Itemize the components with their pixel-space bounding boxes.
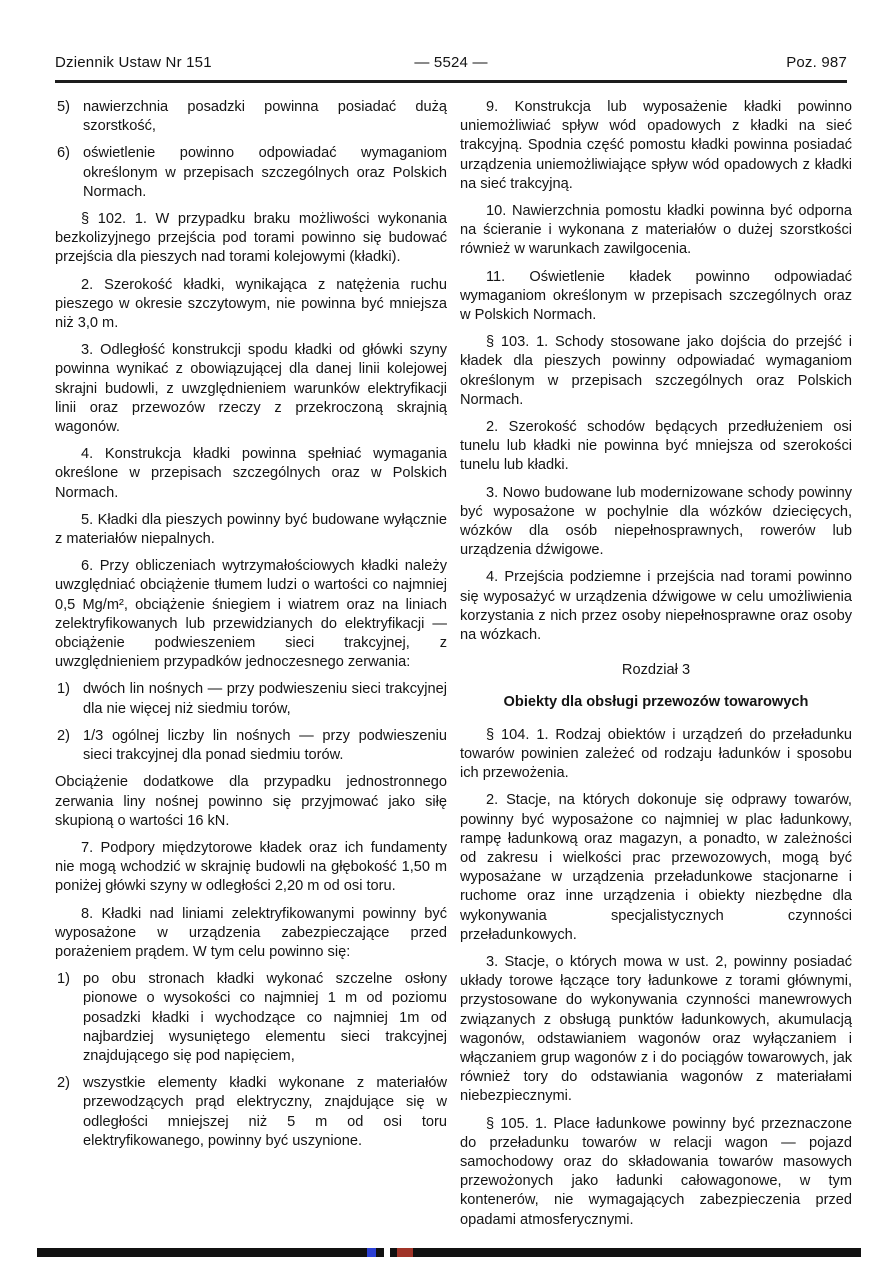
paragraph: 4. Konstrukcja kładki powinna spełniać wymagania określone w przepisach szczególnych oraz w Polskich Normach. (55, 446, 447, 501)
paragraph: 7. Podpory międzytorowe kładek oraz ich fundamenty nie mogą wchodzić w skrajnię budowli na głębokość 1,50 m poniżej główki szyny w odległości 2,20 m od osi toru. (55, 839, 447, 895)
chapter-heading: Rozdział 3 (621, 662, 691, 679)
journal-title: Dziennik Ustaw Nr 151 (55, 54, 212, 71)
left-column (55, 98, 447, 1238)
paragraph: 2. Stacje, na których dokonuje się odprawy towarów, powinny być wyposażone co najmniej w plac ładunkowy, rampę ładunkową oraz magazyn, a ponadto, w zależności od zakresu i wielkości prac przewozowych, mogą być wyposażane w urządzenia przeładunkowe stacjonarne i ruchome oraz inne urządzenia i obiekty niezbędne dla wykonywania specjalistycznych czynności przeładunkowych. (460, 792, 852, 943)
paragraph: 4. Przejścia podziemne i przejścia nad torami powinno się wyposażyć w urządzenia dźwigowe w celu umożliwienia korzystania z nich przez osoby niepełnosprawne oraz osoby na wózkach. (460, 569, 852, 644)
paragraph: § 103. 1. Schody stosowane jako dojścia do przejść i kładek dla pieszych powinny odpowiadać wymaganiom określonym w przepisach szczególnych oraz Polskich Normach. (460, 334, 852, 408)
page-number: — 5524 — (414, 54, 488, 71)
list-item (55, 1074, 447, 1151)
paragraph: 5. Kładki dla pieszych powinny być budowane wyłącznie z materiałów niepalnych. (55, 511, 447, 548)
paragraph: 3. Nowo budowane lub modernizowane schody powinny być wyposażone w pochylnie dla wózków dziecięcych, wózków dla osób niepełnosprawnych, rowerów lub urządzenia dźwigowe. (460, 484, 852, 559)
list-item-marker: 6) (57, 145, 70, 162)
list-item (55, 144, 447, 202)
scan-artifact-mark-red (397, 1248, 413, 1257)
list-item-text: 1/3 ogólnej liczby lin nośnych — przy podwieszeniu sieci trakcyjnej dla ponad siedmiu torów. (83, 727, 447, 764)
paragraph: 8. Kładki nad liniami zelektryfikowanymi powinny być wyposażone w urządzenia zabezpieczające przed porażeniem prądem. W tym celu powinno się: (55, 905, 447, 960)
paragraph: 11. Oświetlenie kładek powinno odpowiadać wymaganiom określonym w przepisach szczególnych oraz w Polskich Normach. (460, 268, 852, 324)
list-item (55, 98, 447, 136)
list-item-text: wszystkie elementy kładki wykonane z materiałów przewodzących prąd elektryczny, znajdujące się w odległości mniejszej niż 5 m od osi toru elektryfikowanego, powinny być uszynione. (83, 1075, 447, 1149)
page-header (55, 54, 847, 83)
paragraph: § 105. 1. Place ładunkowe powinny być przeznaczone do przeładunku towarów w relacji wagon — pojazd samochodowy oraz do składowania towarów masowych przewożonych jako ładunki całowagonowe, w tym kontenerów, nie wymagających zabezpieczenia przed opadami atmosferycznymi. (460, 1115, 852, 1228)
list-item-text: dwóch lin nośnych — przy podwieszeniu sieci trakcyjnej dla nie więcej niż siedmiu torów, (83, 681, 447, 717)
list-item-text: po obu stronach kładki wykonać szczelne osłony pionowe o wysokości co najmniej 1 m od poziomu posadzki kładki i wychodzące co najmniej 1m od najbardziej wysuniętego elementu sieci trakcyjnej znajdującego się pod napięciem, (83, 971, 447, 1064)
paragraph: 2. Szerokość kładki, wynikająca z natężenia ruchu pieszego w okresie szczytowym, nie powinna być mniejsza niż 3,0 m. (55, 276, 447, 332)
paragraph: 3. Stacje, o których mowa w ust. 2, powinny posiadać układy torowe łączące tory ładunkowe z torami głównymi, przystosowane do wykonywania czynności manewrowych związanych z obsługą punktów ładunkowych, akumulacją wagonów, odstawianiem wagonów oraz wyłączaniem i włączaniem grup wagonów z i do pociągów towarowych, jak również tory do odstawiania wagonów z materiałami niebezpiecznymi. (460, 953, 852, 1105)
list-item-marker: 1) (57, 681, 70, 698)
list-item (55, 727, 447, 765)
list-item-marker: 2) (57, 1075, 70, 1092)
list-item (55, 970, 447, 1066)
paragraph: 2. Szerokość schodów będących przedłużeniem osi tunelu lub kładki nie powinna być mniejsza od szerokości tunelu lub kładki. (460, 419, 852, 474)
list-item-marker: 1) (57, 971, 70, 988)
position-reference: Poz. 987 (786, 54, 847, 71)
paragraph: 9. Konstrukcja lub wyposażenie kładki powinno uniemożliwiać spływ wód opadowych z kładki na sieć trakcyjną. Spodnia część pomostu kładki powinna posiadać urządzenia uniemożliwiające spływ wód opadowych z kładki na sieć trakcyjną. (460, 99, 852, 192)
list-item (55, 680, 447, 718)
section-title: Obiekty dla obsługi przewozów towarowych (503, 694, 809, 711)
paragraph: § 104. 1. Rodzaj obiektów i urządzeń do przeładunku towarów powinien zależeć od rodzaju ładunków i sposobu ich przewożenia. (460, 726, 852, 782)
list-item-marker: 2) (57, 727, 70, 744)
right-column (460, 98, 852, 1238)
list-item-text: nawierzchnia posadzki powinna posiadać dużą szorstkość, (83, 99, 447, 135)
list-item-marker: 5) (57, 99, 70, 115)
paragraph: 10. Nawierzchnia pomostu kładki powinna być odporna na ścieranie i wykonana z materiałów o dużej szorstkości również w warunkach zawilgocenia. (460, 203, 852, 258)
list-item-text: oświetlenie powinno odpowiadać wymaganiom określonym w przepisach szczególnych oraz Polskich Normach. (83, 145, 447, 200)
paragraph: 3. Odległość konstrukcji spodu kładki od główki szyny powinna wynikać z obowiązującej dla danej linii kolejowej skrajni budowli, z uwzględnieniem warunków elektryfikacji linii oraz przewozów rzeczy z przekroczoną skrajnią wagonów. (55, 342, 447, 436)
two-column-body (55, 98, 852, 1238)
paragraph: Obciążenie dodatkowe dla przypadku jednostronnego zerwania liny nośnej powinno się przyjmować jako siłę skupioną o wartości 16 kN. (55, 774, 447, 829)
scan-artifact-mark-blue (367, 1248, 376, 1257)
paragraph: 6. Przy obliczeniach wytrzymałościowych kładki należy uwzględniać obciążenie tłumem ludzi o wartości co najmniej 0,5 Mg/m², obciążenie śniegiem i wiatrem oraz na liniach zelektryfikowanych lub przewidzianych do elektryfikacji — obciążenie podwieszeniem sieci trakcyjnej, z uwzględnieniem przypadków jednoczesnego zerwania: (55, 558, 447, 671)
scan-artifact-mark-white (384, 1248, 390, 1257)
paragraph: § 102. 1. W przypadku braku możliwości wykonania bezkolizyjnego przejścia pod torami powinno się budować przejścia dla pieszych nad torami kolejowymi (kładki). (55, 211, 447, 266)
scan-artifact-bar (37, 1248, 861, 1257)
